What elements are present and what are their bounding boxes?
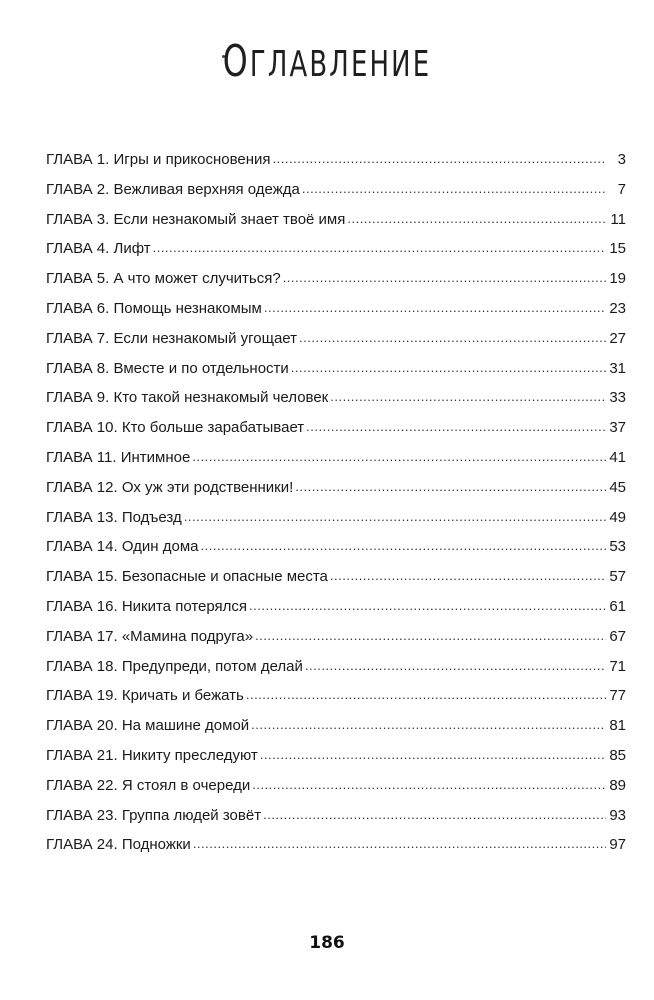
toc-entry-page: 15 — [609, 240, 626, 258]
toc-entry — [46, 592, 626, 622]
page-title — [92, 38, 563, 89]
toc-entry-page: 97 — [609, 836, 626, 854]
toc-dot-leader — [192, 442, 606, 472]
toc-dot-leader — [306, 412, 606, 442]
toc-entry-page: 93 — [609, 806, 626, 824]
toc-entry-title: ГЛАВА 3. Если незнакомый знает твоё имя — [46, 210, 346, 228]
toc-entry — [46, 324, 626, 354]
toc-entry — [46, 145, 626, 175]
page-title-initial: О — [222, 36, 250, 87]
toc-entry — [46, 711, 626, 741]
toc-entry-title: ГЛАВА 22. Я стоял в очереди — [46, 776, 251, 794]
toc-entry-title: ГЛАВА 18. Предупреди, потом делай — [46, 657, 303, 675]
toc-entry-page: 85 — [609, 746, 626, 764]
toc-entry-title: ГЛАВА 21. Никиту преследуют — [46, 746, 258, 764]
toc-entry-page: 57 — [609, 568, 626, 586]
toc-entry-page: 3 — [617, 151, 626, 168]
toc-dot-leader — [347, 204, 606, 234]
toc-entry — [46, 622, 626, 652]
toc-entry — [46, 830, 626, 860]
toc-entry-page: 7 — [617, 180, 626, 198]
toc-entry-page: 27 — [609, 329, 626, 347]
toc-dot-leader — [291, 353, 606, 383]
toc-dot-leader — [255, 621, 606, 651]
toc-entry — [46, 264, 626, 294]
toc-entry-page: 33 — [609, 389, 626, 407]
page-number: 186 — [309, 933, 345, 953]
toc-entry — [46, 741, 626, 771]
toc-entry-title: ГЛАВА 7. Если незнакомый угощает — [46, 329, 298, 347]
toc-entry-title: ГЛАВА 9. Кто такой незнакомый человек — [46, 389, 329, 407]
toc-dot-leader — [246, 680, 606, 710]
toc-dot-leader — [299, 323, 606, 353]
toc-entry-title: ГЛАВА 14. Один дома — [46, 538, 199, 556]
toc-dot-leader — [302, 174, 606, 204]
toc-entry-page: 81 — [609, 717, 626, 735]
toc-entry-title: ГЛАВА 4. Лифт — [46, 240, 151, 258]
toc-entry-page: 49 — [609, 508, 626, 526]
toc-entry-page: 67 — [609, 627, 626, 645]
toc-entry-page: 89 — [609, 776, 626, 794]
toc-entry — [46, 532, 626, 562]
toc-entry-page: 19 — [609, 270, 626, 288]
toc-dot-leader — [330, 561, 606, 591]
toc-dot-leader — [305, 651, 606, 681]
toc-entry-title: ГЛАВА 20. На машине домой — [46, 717, 250, 735]
toc-entry-page: 77 — [609, 687, 626, 705]
toc-entry-title: ГЛАВА 5. А что может случиться? — [46, 270, 281, 288]
toc-dot-leader — [249, 591, 606, 621]
toc-entry-page: 53 — [609, 538, 626, 556]
table-of-contents — [46, 145, 626, 860]
toc-entry — [46, 383, 626, 413]
toc-dot-leader — [193, 829, 606, 859]
toc-entry-title: ГЛАВА 16. Никита потерялся — [46, 597, 248, 615]
toc-entry-page: 11 — [610, 210, 626, 228]
toc-dot-leader — [263, 800, 606, 830]
toc-entry-title: ГЛАВА 6. Помощь незнакомым — [46, 299, 262, 317]
toc-entry-title: ГЛАВА 17. «Мамина подруга» — [46, 627, 254, 645]
toc-dot-leader — [201, 531, 607, 561]
toc-entry-title: ГЛАВА 19. Кричать и бежать — [46, 687, 244, 705]
toc-dot-leader — [252, 770, 606, 800]
toc-entry-title: ГЛАВА 13. Подъезд — [46, 508, 182, 526]
toc-dot-leader — [295, 472, 606, 502]
toc-entry-page: 31 — [609, 359, 626, 377]
toc-entry — [46, 801, 626, 831]
toc-entry-title: ГЛАВА 24. Подножки — [46, 836, 191, 854]
toc-entry — [46, 771, 626, 801]
toc-dot-leader — [260, 740, 606, 770]
toc-dot-leader — [273, 144, 606, 174]
toc-entry-title: ГЛАВА 8. Вместе и по отдельности — [46, 359, 289, 377]
toc-entry-title: ГЛАВА 2. Вежливая верхняя одежда — [46, 180, 300, 198]
toc-entry — [46, 234, 626, 264]
toc-entry-page: 37 — [609, 419, 626, 437]
toc-entry-title: ГЛАВА 11. Интимное — [46, 448, 191, 466]
toc-entry-page: 23 — [609, 299, 626, 317]
toc-entry — [46, 354, 626, 384]
toc-entry-page: 45 — [609, 478, 626, 496]
toc-entry — [46, 413, 626, 443]
toc-entry-title: ГЛАВА 12. Ох уж эти родственники! — [46, 478, 294, 496]
page-title-rest: ГЛАВЛЕНИЕ — [249, 44, 432, 85]
toc-entry — [46, 562, 626, 592]
toc-entry — [46, 652, 626, 682]
toc-dot-leader — [283, 263, 606, 293]
toc-entry-title: ГЛАВА 1. Игры и прикосновения — [46, 151, 271, 168]
toc-entry-title: ГЛАВА 15. Безопасные и опасные места — [46, 568, 328, 586]
toc-entry — [46, 443, 626, 473]
toc-dot-leader — [184, 502, 606, 532]
toc-entry-page: 71 — [609, 657, 626, 675]
toc-dot-leader — [264, 293, 606, 323]
toc-entry — [46, 294, 626, 324]
toc-dot-leader — [251, 710, 606, 740]
toc-entry — [46, 681, 626, 711]
toc-dot-leader — [330, 382, 606, 412]
toc-entry — [46, 503, 626, 533]
toc-entry-title: ГЛАВА 10. Кто больше зарабатывает — [46, 419, 305, 437]
toc-entry-page: 41 — [609, 448, 626, 466]
toc-entry-title: ГЛАВА 23. Группа людей зовёт — [46, 806, 262, 824]
toc-dot-leader — [153, 233, 606, 263]
toc-entry-page: 61 — [609, 597, 626, 615]
toc-entry — [46, 205, 626, 235]
toc-entry — [46, 175, 626, 205]
toc-entry — [46, 473, 626, 503]
